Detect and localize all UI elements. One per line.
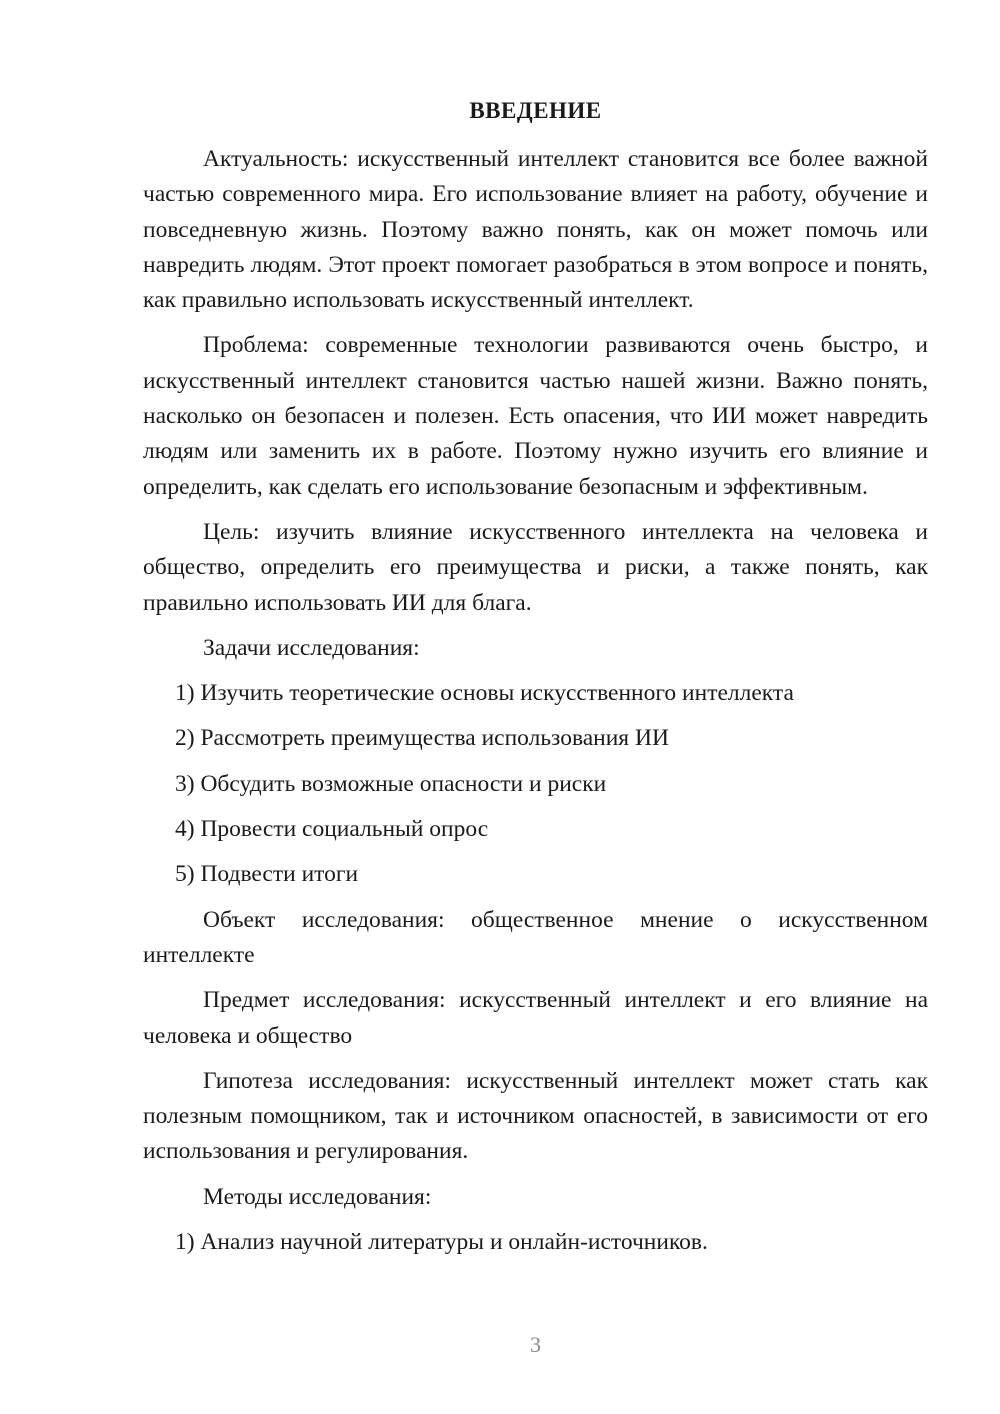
task-item-4: 4) Провести социальный опрос bbox=[175, 816, 489, 843]
methods-heading: Методы исследования: bbox=[203, 1183, 432, 1210]
object-paragraph: Объект исследования: общественное мнение о искусственном интеллекте bbox=[143, 906, 928, 968]
task-item-3: 3) Обсудить возможные опасности и риски bbox=[175, 770, 607, 797]
method-item-1: 1) Анализ научной литературы и онлайн-источников. bbox=[175, 1229, 708, 1256]
document-body bbox=[143, 142, 928, 1270]
hypothesis-paragraph: Гипотеза исследования: искусственный интеллект может стать как полезным помощником, так и источником опасностей, в зависимости от его использования и регулирования. bbox=[143, 1067, 928, 1165]
task-item-5: 5) Подвести итоги bbox=[175, 861, 359, 888]
page-title: ВВЕДЕНИЕ bbox=[469, 98, 602, 123]
problem-paragraph: Проблема: современные технологии развиваются очень быстро, и искусственный интеллект становится частью нашей жизни. Важно понять, насколько он безопасен и полезен. Есть опасения, что ИИ может навредить людям или заменить их в работе. Поэтому нужно изучить его влияние и определить, как сделать его использование безопасным и эффективным. bbox=[143, 332, 928, 500]
subject-paragraph: Предмет исследования: искусственный интеллект и его влияние на человека и общество bbox=[143, 987, 928, 1049]
task-item-1: 1) Изучить теоретические основы искусственного интеллекта bbox=[175, 680, 794, 707]
document-page bbox=[143, 0, 928, 1414]
task-item-2: 2) Рассмотреть преимущества использования ИИ bbox=[175, 725, 669, 752]
tasks-heading: Задачи исследования: bbox=[203, 634, 420, 661]
goal-paragraph: Цель: изучить влияние искусственного интеллекта на человека и общество, определить его преимущества и риски, а также понять, как правильно использовать ИИ для блага. bbox=[143, 518, 928, 616]
relevance-paragraph: Актуальность: искусственный интеллект становится все более важной частью современного мира. Его использование влияет на работу, обучение и повседневную жизнь. Поэтому важно понять, как он может помочь или навредить людям. Этот проект помогает разобраться в этом вопросе и понять, как правильно использовать искусственный интеллект. bbox=[143, 146, 928, 314]
page-number: 3 bbox=[530, 1332, 541, 1357]
